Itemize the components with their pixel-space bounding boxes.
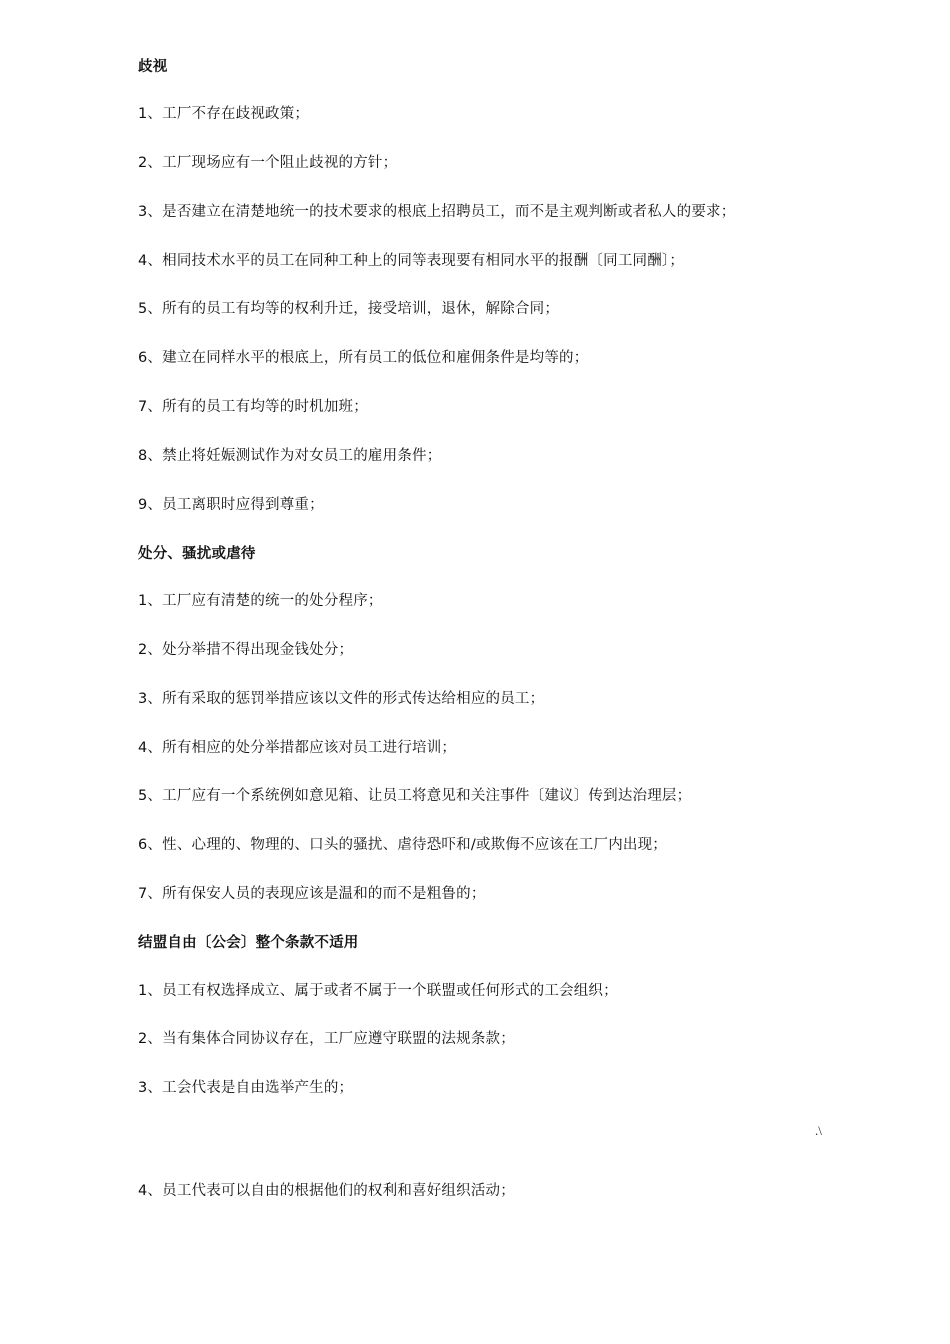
list-item: 5、所有的员工有均等的权利升迁，接受培训，退休，解除合同； [138, 301, 560, 317]
list-item: 1、工厂不存在歧视政策； [138, 106, 310, 122]
list-item: 7、所有的员工有均等的时机加班； [138, 399, 368, 415]
section-heading-freedom-of-association: 结盟自由〔公会〕整个条款不适用 [138, 935, 359, 951]
list-item: 6、性、心理的、物理的、口头的骚扰、虐待恐吓和/或欺侮不应该在工厂内出现； [138, 837, 668, 853]
section-heading-discipline: 处分、骚扰或虐待 [138, 546, 256, 562]
section-heading-discrimination: 歧视 [138, 59, 168, 75]
list-item: 4、相同技术水平的员工在同种工种上的同等表现要有相同水平的报酬〔同工同酬〕； [138, 253, 685, 269]
list-item: 2、工厂现场应有一个阻止歧视的方针； [138, 155, 398, 171]
list-item: 7、所有保安人员的表现应该是温和的而不是粗鲁的； [138, 886, 486, 902]
list-item: 5、工厂应有一个系统例如意见箱、让员工将意见和关注事件〔建议〕传到达治理层； [138, 788, 692, 804]
list-item: 3、所有采取的惩罚举措应该以文件的形式传达给相应的员工； [138, 691, 545, 707]
page-mark: .\ [815, 1123, 822, 1138]
list-item: 3、是否建立在清楚地统一的技术要求的根底上招聘员工，而不是主观判断或者私人的要求； [138, 204, 736, 220]
list-item: 2、处分举措不得出现金钱处分； [138, 642, 354, 658]
list-item: 6、建立在同样水平的根底上，所有员工的低位和雇佣条件是均等的； [138, 350, 589, 366]
list-item: 4、员工代表可以自由的根据他们的权利和喜好组织活动； [138, 1183, 515, 1199]
list-item: 3、工会代表是自由选举产生的； [138, 1080, 354, 1096]
list-item: 1、员工有权选择成立、属于或者不属于一个联盟或任何形式的工会组织； [138, 983, 618, 999]
list-item: 2、当有集体合同协议存在，工厂应遵守联盟的法规条款； [138, 1031, 515, 1047]
list-item: 8、禁止将妊娠测试作为对女员工的雇用条件； [138, 448, 442, 464]
list-item: 9、员工离职时应得到尊重； [138, 497, 324, 513]
list-item: 4、所有相应的处分举措都应该对员工进行培训； [138, 740, 457, 756]
list-item: 1、工厂应有清楚的统一的处分程序； [138, 593, 383, 609]
